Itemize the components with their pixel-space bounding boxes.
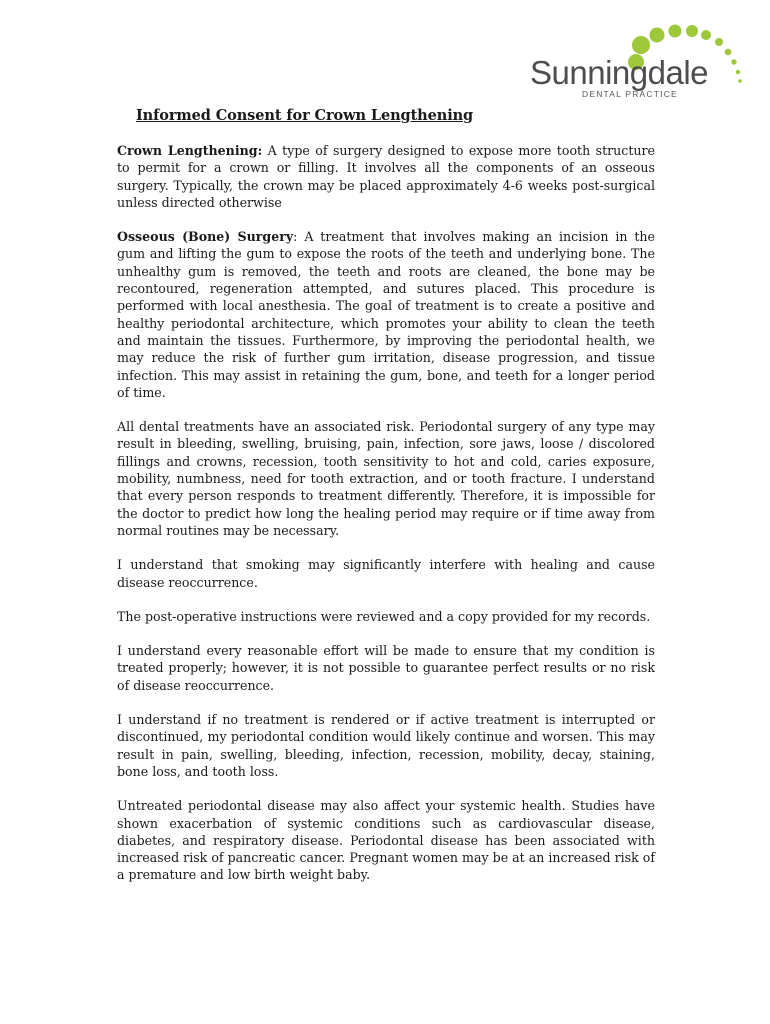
paragraph-term: Osseous (Bone) Surgery [117, 229, 294, 245]
logo-dot [731, 59, 736, 64]
logo-dot [715, 38, 723, 46]
consent-paragraph [117, 711, 655, 780]
paragraph-text: The post-operative instructions were reviewed and a copy provided for my records. [117, 608, 651, 624]
logo-dot [650, 28, 665, 43]
practice-logo [528, 22, 750, 104]
paragraph-text: I understand if no treatment is rendered or if active treatment is interrupted or discontinued, my periodontal condition would likely continue and worsen. This may result in pain, swelling, bleeding, infection, recession, mobility, decay, staining, bone loss, and tooth loss. [117, 712, 655, 779]
consent-paragraph [117, 608, 655, 625]
paragraph-text: I understand every reasonable effort will be made to ensure that my condition is treated properly; however, it is not possible to guarantee perfect results or no risk of disease reoccurrence. [117, 643, 655, 693]
consent-paragraph [117, 642, 655, 694]
paragraph-text: I understand that smoking may significantly interfere with healing and cause disease reoccurrence. [117, 557, 655, 590]
logo-dot [632, 36, 650, 54]
paragraph-text: : A treatment that involves making an incision in the gum and lifting the gum to expose the roots of the teeth and underlying bone. The unhealthy gum is removed, the teeth and roots are cleaned, the bone may be recontoured, regeneration attempted, and sutures placed. This procedure is performed with local anesthesia. The goal of treatment is to create a positive and healthy periodontal architecture, which promotes your ability to clean the teeth and maintain the tissues. Furthermore, by improving the periodontal health, we may reduce the risk of further gum irritation, disease progression, and tissue infection. This may assist in retaining the gum, bone, and teeth for a longer period of time. [117, 229, 655, 400]
consent-paragraph [117, 797, 655, 883]
consent-paragraph [117, 418, 655, 539]
paragraph-text: All dental treatments have an associated risk. Periodontal surgery of any type may result in bleeding, swelling, bruising, pain, infection, sore jaws, loose / discolored fillings and crowns, recession, tooth sensitivity to hot and cold, caries exposure, mobility, numbness, need for tooth extraction, and or tooth fracture. I understand that every person responds to treatment differently. Therefore, it is impossible for the doctor to predict how long the healing period may require or if time away from normal routines may be necessary. [117, 419, 655, 538]
logo-subtitle: DENTAL PRACTICE [582, 89, 678, 99]
logo-dot [686, 25, 698, 37]
logo-dot [736, 70, 740, 74]
consent-body [117, 142, 655, 901]
consent-paragraph [117, 228, 655, 401]
consent-paragraph [117, 556, 655, 591]
logo-wordmark: Sunningdale [530, 54, 708, 91]
logo-dot [669, 25, 682, 38]
logo-dot [738, 79, 742, 83]
document-title: Informed Consent for Crown Lengthening [136, 107, 474, 124]
paragraph-term: Crown Lengthening: [117, 143, 263, 158]
logo-dot [701, 30, 711, 40]
consent-paragraph [117, 142, 655, 211]
paragraph-text: Untreated periodontal disease may also affect your systemic health. Studies have shown exacerbation of systemic conditions such as cardiovascular disease, diabetes, and respiratory disease. Periodontal disease has been associated with increased risk of pancreatic cancer. Pregnant women may be at an increased risk of a premature and low birth weight baby. [117, 798, 655, 883]
paragraph-text: A type of surgery designed to expose more tooth structure to permit for a crown or filling. It involves all the components of an osseous surgery. Typically, the crown may be placed approximately 4-6 weeks post-surgical unless directed otherwise [117, 143, 655, 210]
logo-dot [725, 49, 732, 56]
